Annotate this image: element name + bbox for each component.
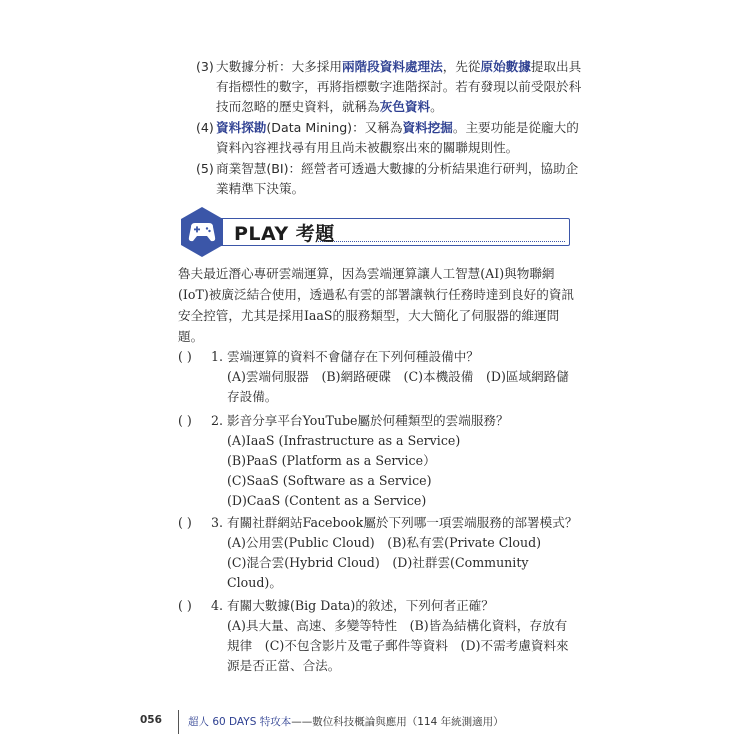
question-option: (B)PaaS (Platform as a Service） xyxy=(227,453,436,468)
question-stem xyxy=(178,596,578,616)
answer-blank[interactable]: ( ) xyxy=(178,413,192,428)
question-stem xyxy=(178,513,578,533)
page-number: 056 xyxy=(140,714,162,726)
question-number: 3. xyxy=(211,515,224,530)
list-item-text: 大數據分析：大多採用兩階段資料處理法，先從原始數據提取出具有指標性的數字，再將指標數字進階探討。若有發現以前受限於科技而忽略的歷史資料，就稱為灰色資料。 xyxy=(216,59,582,114)
keyword-highlight: 原始數據 xyxy=(480,59,531,74)
question-text: 有關大數據(Big Data)的敘述，下列何者正確？ xyxy=(227,598,494,613)
answer-blank[interactable]: ( ) xyxy=(178,598,192,613)
section-title: PLAY 考題 xyxy=(234,223,335,245)
question-2 xyxy=(178,411,578,511)
keyword-highlight: 資料挖掘 xyxy=(402,120,453,135)
list-item-number: (4) xyxy=(196,120,214,135)
question-option: (D)CaaS (Content as a Service) xyxy=(227,493,427,508)
list-item xyxy=(196,118,586,158)
list-item-text: 資料探勘(Data Mining)：又稱為資料挖掘。主要功能是從龐大的資料內容裡找尋有用且尚未被觀察出來的關聯規則性。 xyxy=(216,120,579,155)
question-stem xyxy=(178,411,578,431)
list-item-number: (3) xyxy=(196,59,214,74)
question-option: (A)公用雲(Public Cloud) (B)私有雲(Private Cloud) xyxy=(227,535,542,550)
footer-title xyxy=(188,714,504,729)
question-3 xyxy=(178,513,578,593)
question-text: 影音分享平台YouTube屬於何種類型的雲端服務？ xyxy=(227,413,509,428)
question-option: (A)雲端伺服器 (B)網路硬碟 (C)本機設備 (D)區域網路儲存設備。 xyxy=(227,369,569,404)
list-item-number: (5) xyxy=(196,161,214,176)
answer-blank[interactable]: ( ) xyxy=(178,349,192,364)
question-option: (C)SaaS (Software as a Service) xyxy=(227,473,432,488)
dotted-underline xyxy=(316,241,565,242)
list-item xyxy=(196,159,586,199)
list-item-text: 商業智慧(BI)：經營者可透過大數據的分析結果進行研判，協助企業精準下決策。 xyxy=(216,161,579,196)
book-subtitle: ——數位科技概論與應用（114 年統測適用） xyxy=(291,716,504,728)
answer-blank[interactable]: ( ) xyxy=(178,515,192,530)
question-option: (A)IaaS (Infrastructure as a Service) xyxy=(227,433,461,448)
question-number: 4. xyxy=(211,598,224,613)
question-option: (A)具大量、高速、多變等特性 (B)皆為結構化資料，存放有規律 (C)不包含影片及電子郵件等資料 (D)不需考慮資料來源是否正當、合法。 xyxy=(227,618,569,673)
question-text: 雲端運算的資料不會儲存在下列何種設備中？ xyxy=(227,349,479,364)
question-1 xyxy=(178,347,578,407)
question-number: 1. xyxy=(211,349,224,364)
keyword-highlight: 灰色資料 xyxy=(379,99,431,114)
question-text: 有關社群網站Facebook屬於下列哪一項雲端服務的部署模式？ xyxy=(227,515,578,530)
question-option: (C)混合雲(Hybrid Cloud) (D)社群雲(Community Cloud)。 xyxy=(227,555,529,590)
book-brand: 超人 60 DAYS 特攻本 xyxy=(188,716,292,728)
question-4 xyxy=(178,596,578,676)
keyword-highlight: 資料探勘 xyxy=(216,120,267,135)
gamepad-icon xyxy=(180,206,224,258)
question-context-paragraph: 魯夫最近潛心專研雲端運算，因為雲端運算讓人工智慧(AI)與物聯網(IoT)被廣泛結合使用，透過私有雲的部署讓執行任務時達到良好的資訊安全控管，尤其是採用IaaS的服務類型，大大簡化了伺服器的維運問題。 xyxy=(178,266,575,344)
question-stem xyxy=(178,347,578,367)
page-footer xyxy=(140,710,600,734)
play-section-header xyxy=(180,206,572,258)
keyword-highlight: 兩階段資料處理法 xyxy=(341,59,443,74)
footer-divider xyxy=(178,710,179,734)
question-number: 2. xyxy=(211,413,224,428)
summary-list xyxy=(196,57,586,200)
list-item xyxy=(196,57,586,117)
